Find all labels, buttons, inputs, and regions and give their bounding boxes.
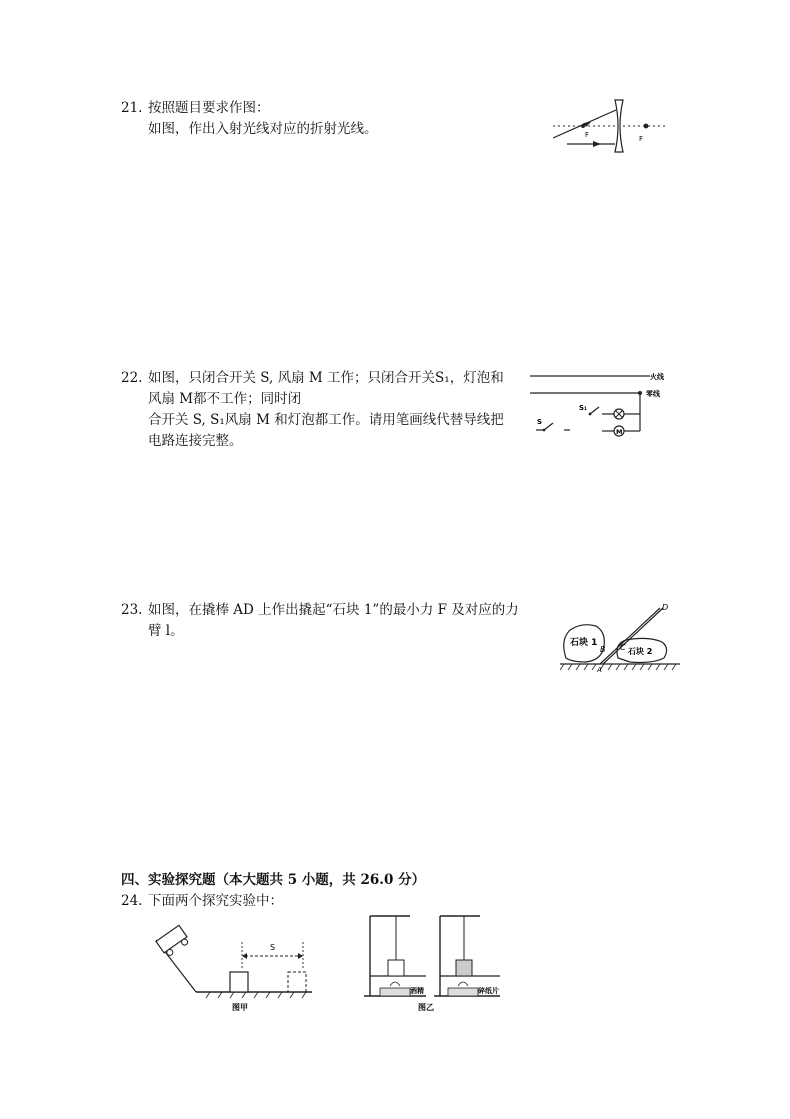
focus-point-right [644,124,649,129]
question-23 [121,600,541,644]
figure-yi [360,910,520,1016]
cart [156,925,190,957]
distance-label: S [270,943,276,952]
question-number: 23. [121,602,143,618]
lens-refraction-figure [545,96,675,156]
beaker-2 [456,960,472,976]
label-c: C [620,643,626,652]
question-text-line2: 如图，作出入射光线对应的折射光线。 [148,121,378,137]
lever-figure [556,600,684,674]
block-final-position [288,972,306,992]
live-wire-label: 火线 [650,373,664,381]
figure-jia-caption: 图甲 [232,1003,248,1012]
focus-point-left [581,124,585,128]
question-text-line3: 合开关 S, S₁风扇 M 和灯泡都工作。请用笔画线代替导线把 [148,412,504,428]
neutral-wire-label: 零线 [646,390,660,398]
section-heading-text: 四、实验探究题（本大题共 5 小题，共 26.0 分） [121,872,426,888]
question-text-line2: 风扇 M都不工作；同时闭 [148,391,302,407]
switch-s1-label: S₁ [579,404,588,412]
question-22 [121,368,521,458]
wooden-block [230,972,248,992]
label-d: D [662,603,669,612]
question-text-line1: 如图，在撬棒 AD 上作出撬起“石块 1”的最小力 F 及对应的力 [148,602,519,618]
switch-s-label: S [537,418,543,426]
question-text-line1: 按照题目要求作图： [148,100,270,116]
focus-label-right: F [639,135,644,143]
figure-jia [150,916,320,1016]
question-text-line4: 电路连接完整。 [148,433,243,449]
question-number: 22. [121,370,143,386]
beaker-1 [388,960,404,976]
question-number: 21. [121,100,143,116]
question-21 [121,98,541,142]
question-text-line1: 如图，只闭合开关 S, 风扇 M 工作；只闭合开关S₁，灯泡和 [148,370,504,386]
focus-label-left: F [585,131,590,139]
motor-label: M [616,428,623,436]
circuit-figure [526,368,674,442]
question-number: 24. [121,893,143,909]
stone-1-label: 石块 1 [570,638,598,648]
label-a: A [597,666,602,674]
switch-s1 [590,407,599,414]
question-text-line2: 臂 l。 [148,623,184,639]
label-b: B [600,645,606,654]
figure-yi-caption: 图乙 [418,1003,434,1012]
switch-s [544,423,553,430]
stone-2-label: 石块 2 [628,647,653,656]
question-text-line1: 下面两个探究实验中： [148,893,283,909]
concave-lens [615,100,623,152]
section-heading [121,870,541,892]
label-paper: 碎纸片 [478,987,499,995]
label-alcohol: 酒精 [410,987,424,995]
